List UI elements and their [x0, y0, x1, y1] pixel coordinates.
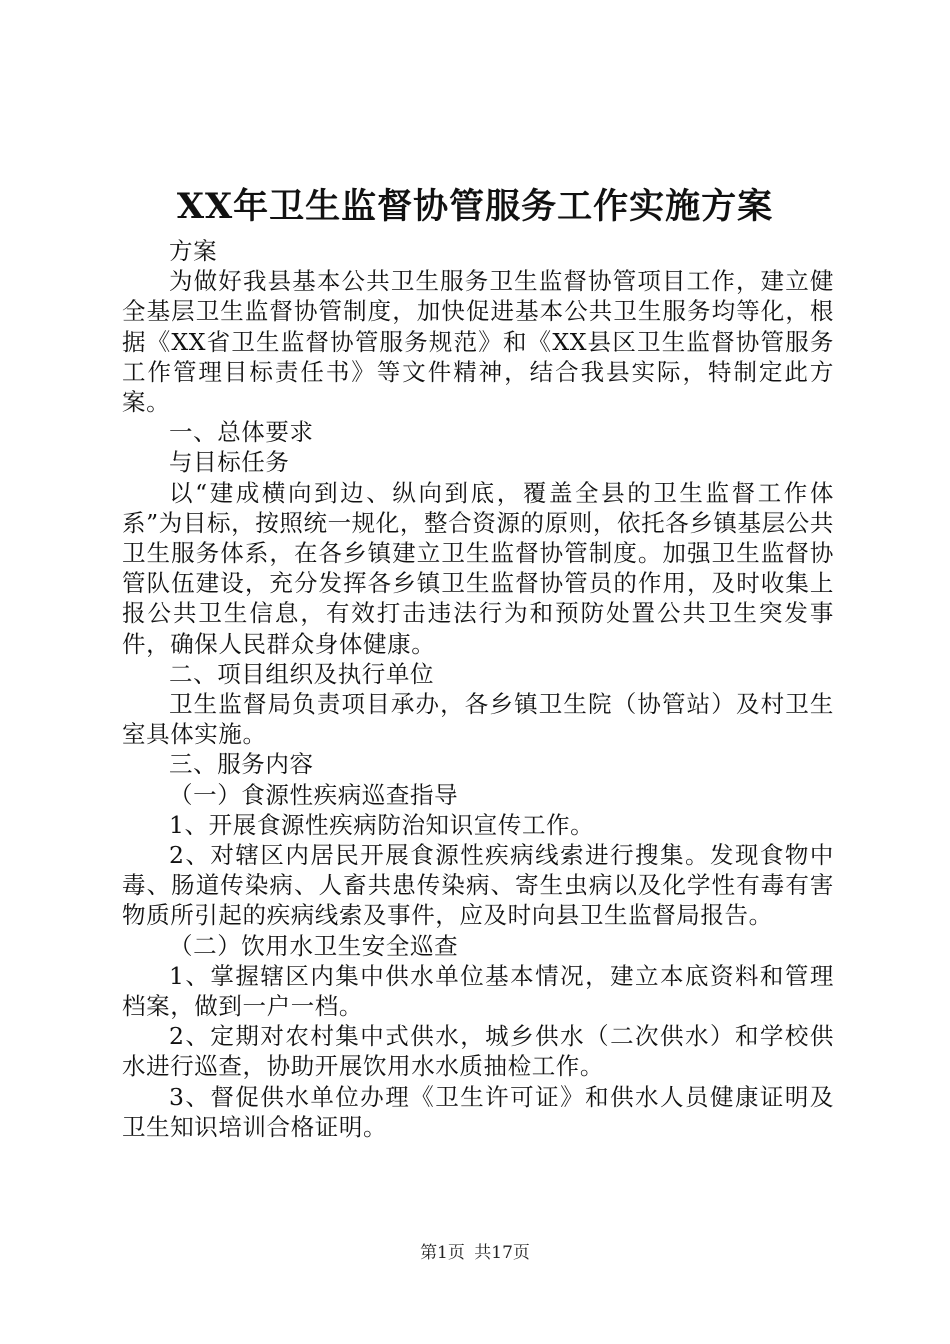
section-heading-1: 一、总体要求 — [169, 418, 314, 447]
paragraph-label: 方案 — [169, 237, 218, 265]
paragraph-goals: 以“建成横向到边、纵向到底，覆盖全县的卫生监督工作体系”为目标，按照统一规化，整合资源的原则，依托各乡镇基层公共卫生服务体系，在各乡镇建立卫生监督协管制度。加强卫生监督协管队伍建设，充分发挥各乡镇卫生监督协管员的作用，及时收集上报公共卫生信息，有效打击违法行为和预防处置公共卫生突发事件，确保人民群众身体健康。 — [122, 478, 834, 658]
paragraph-intro: 为做好我县基本公共卫生服务卫生监督协管项目工作，建立健全基层卫生监督协管制度，加快促进基本公共卫生服务均等化，根据《XX省卫生监督协管服务规范》和《XX县区卫生监督协管服务工作管理目标责任书》等文件精神，结合我县实际，特制定此方案。 — [122, 267, 834, 417]
section-heading-2: 二、项目组织及执行单位 — [169, 659, 435, 688]
list-item: 2、对辖区内居民开展食源性疾病线索进行搜集。发现食物中毒、肠道传染病、人畜共患传染病、寄生虫病以及化学性有毒有害物质所引起的疾病线索及事件，应及时向县卫生监督局报告。 — [122, 841, 834, 930]
list-item: 1、开展食源性疾病防治知识宣传工作。 — [169, 810, 595, 839]
list-item: 2、定期对农村集中式供水，城乡供水（二次供水）和学校供水进行巡查，协助开展饮用水水质抽检工作。 — [122, 1022, 834, 1081]
subsection-heading-2: （二）饮用水卫生安全巡查 — [169, 931, 459, 960]
document-body — [122, 236, 834, 1142]
page-number: 第1页 — [420, 1243, 465, 1263]
subsection-heading-1: （一）食源性疾病巡查指导 — [169, 780, 459, 809]
list-item: 1、掌握辖区内集中供水单位基本情况，建立本底资料和管理档案，做到一户一档。 — [122, 961, 834, 1021]
document-title: XX年卫生监督协管服务工作实施方案 — [176, 186, 774, 227]
section-heading-3: 三、服务内容 — [169, 750, 314, 779]
section-heading-1-cont: 与目标任务 — [169, 448, 290, 477]
page-footer — [0, 1242, 950, 1264]
paragraph-organization: 卫生监督局负责项目承办，各乡镇卫生院（协管站）及村卫生室具体实施。 — [122, 690, 834, 749]
list-item: 3、督促供水单位办理《卫生许可证》和供水人员健康证明及卫生知识培训合格证明。 — [122, 1082, 834, 1141]
page-total: 共17页 — [474, 1243, 530, 1263]
